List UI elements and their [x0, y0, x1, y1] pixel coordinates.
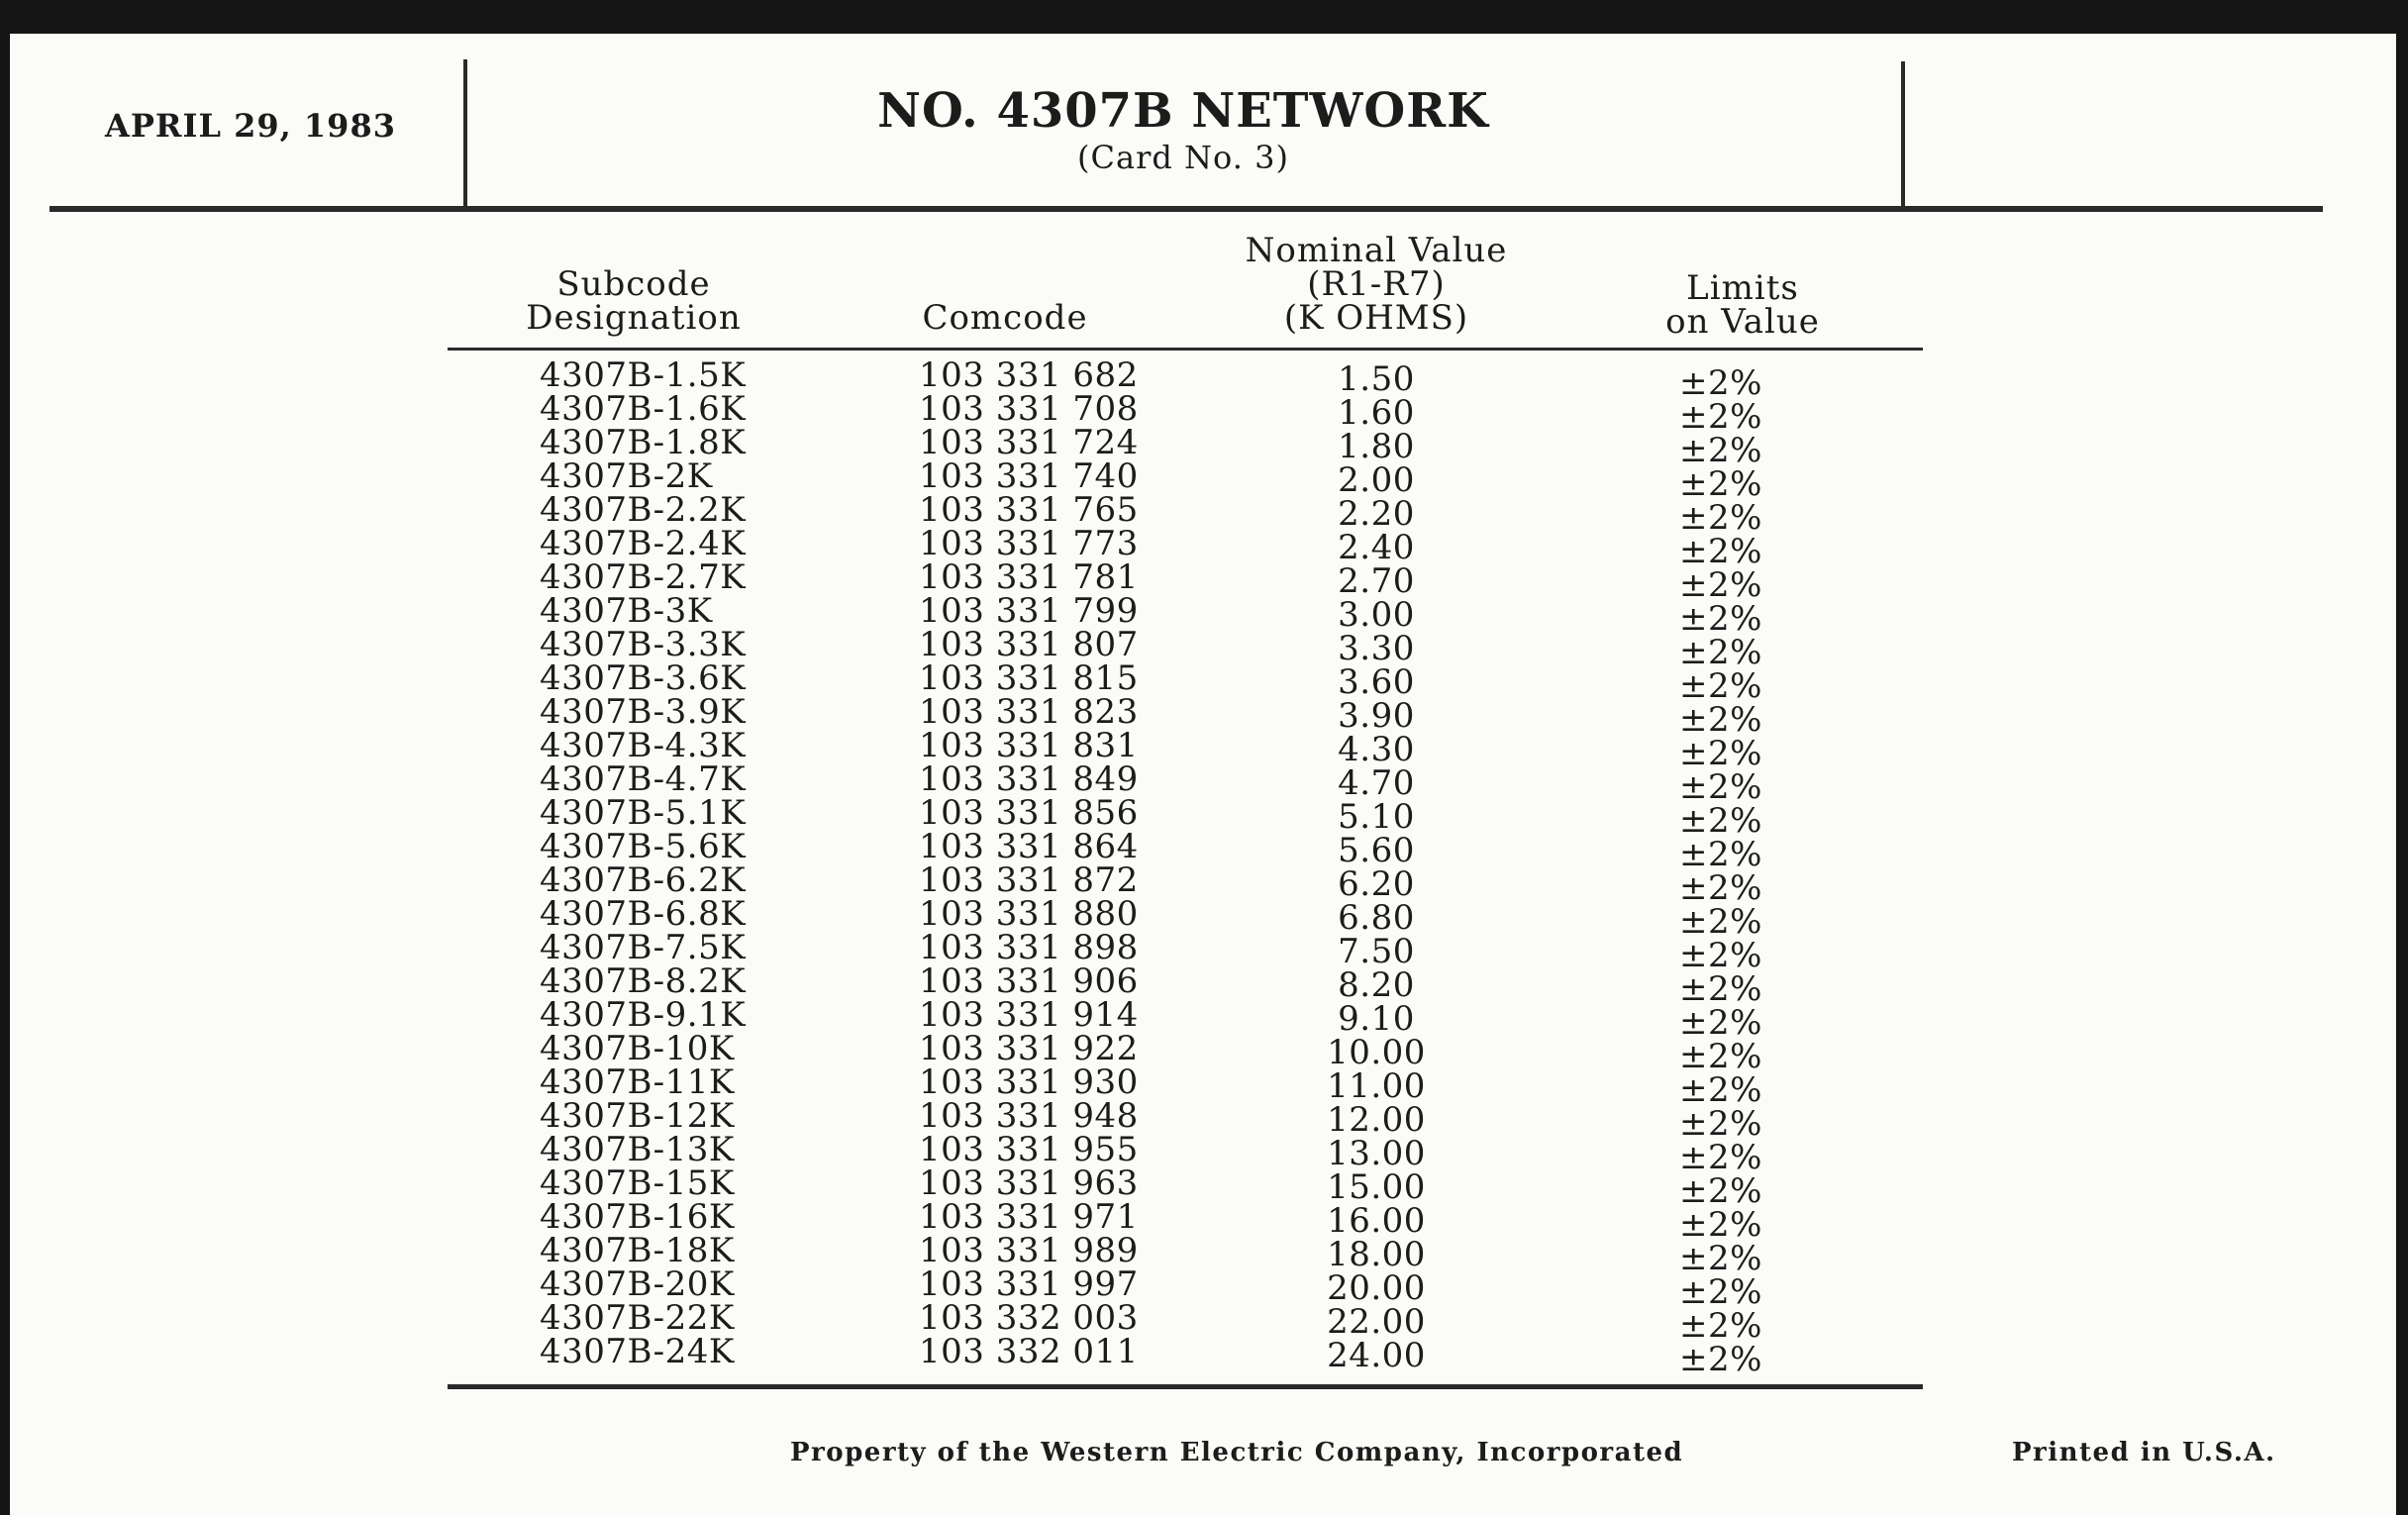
- comcode-cell: 103 331 922: [919, 1029, 1139, 1068]
- subcode-cell: 4307B-22K: [540, 1298, 735, 1338]
- comcode-cell: 103 331 849: [919, 759, 1139, 799]
- comcode-cell: 103 331 831: [919, 726, 1139, 765]
- table-body: [448, 355, 1923, 1379]
- column-header-comcode: [891, 298, 1119, 338]
- limits-cell: ±2%: [1679, 464, 1762, 504]
- subcode-cell: 4307B-11K: [540, 1062, 735, 1102]
- comcode-cell: 103 331 724: [919, 423, 1139, 462]
- comcode-cell: 103 331 781: [919, 557, 1139, 597]
- header-rule: [50, 206, 2323, 212]
- limits-cell: ±2%: [1679, 902, 1762, 942]
- nominal-value-cell: 6.20: [1338, 864, 1415, 904]
- comcode-cell: 103 331 930: [919, 1062, 1139, 1102]
- table-row: [448, 1332, 1923, 1379]
- nominal-value-cell: 20.00: [1327, 1268, 1426, 1308]
- nominal-value-cell: 2.40: [1338, 528, 1415, 567]
- table-row: [448, 524, 1923, 571]
- subcode-cell: 4307B-8.2K: [540, 961, 747, 1001]
- table-row: [448, 860, 1923, 908]
- header-divider-right: [1901, 61, 1905, 212]
- nominal-value-cell: 1.80: [1338, 427, 1415, 466]
- limits-cell: ±2%: [1679, 1239, 1762, 1278]
- subcode-cell: 4307B-2.7K: [540, 557, 747, 597]
- table-row: [448, 759, 1923, 807]
- nominal-value-cell: 1.60: [1338, 393, 1415, 433]
- comcode-cell: 103 331 971: [919, 1197, 1139, 1237]
- subcode-cell: 4307B-24K: [540, 1332, 735, 1371]
- nominal-value-cell: 3.00: [1338, 595, 1415, 635]
- limits-cell: ±2%: [1679, 1306, 1762, 1346]
- table-row: [448, 625, 1923, 672]
- column-header-line: Nominal Value: [1245, 231, 1508, 270]
- nominal-value-cell: 10.00: [1327, 1033, 1426, 1072]
- comcode-cell: 103 331 864: [919, 827, 1139, 866]
- table-row: [448, 355, 1923, 403]
- table-row: [448, 726, 1923, 773]
- table-row: [448, 658, 1923, 706]
- table-bottom-rule: [448, 1384, 1923, 1389]
- subcode-cell: 4307B-1.6K: [540, 389, 747, 429]
- table-row: [448, 456, 1923, 504]
- comcode-cell: 103 332 003: [919, 1298, 1139, 1338]
- subcode-cell: 4307B-3.9K: [540, 692, 747, 732]
- limits-cell: ±2%: [1679, 700, 1762, 740]
- column-header-line: Comcode: [922, 298, 1088, 338]
- nominal-value-cell: 15.00: [1327, 1167, 1426, 1207]
- comcode-cell: 103 331 989: [919, 1231, 1139, 1270]
- nominal-value-cell: 3.90: [1338, 696, 1415, 736]
- comcode-cell: 103 332 011: [919, 1332, 1139, 1371]
- subcode-cell: 4307B-18K: [540, 1231, 735, 1270]
- table-row: [448, 1062, 1923, 1110]
- nominal-value-cell: 3.60: [1338, 662, 1415, 702]
- comcode-cell: 103 331 955: [919, 1130, 1139, 1169]
- nominal-value-cell: 8.20: [1338, 965, 1415, 1005]
- comcode-cell: 103 331 914: [919, 995, 1139, 1035]
- nominal-value-cell: 2.70: [1338, 561, 1415, 601]
- table-row: [448, 1231, 1923, 1278]
- nominal-value-cell: 12.00: [1327, 1100, 1426, 1140]
- limits-cell: ±2%: [1679, 397, 1762, 437]
- table-row: [448, 894, 1923, 942]
- nominal-value-cell: 7.50: [1338, 932, 1415, 971]
- nominal-value-cell: 24.00: [1327, 1336, 1426, 1375]
- subcode-cell: 4307B-1.5K: [540, 355, 747, 395]
- nominal-value-cell: 13.00: [1327, 1134, 1426, 1173]
- subcode-cell: 4307B-16K: [540, 1197, 735, 1237]
- limits-cell: ±2%: [1679, 868, 1762, 908]
- limits-cell: ±2%: [1679, 734, 1762, 773]
- comcode-cell: 103 331 765: [919, 490, 1139, 530]
- subcode-cell: 4307B-20K: [540, 1264, 735, 1304]
- limits-cell: ±2%: [1679, 936, 1762, 975]
- nominal-value-cell: 1.50: [1338, 359, 1415, 399]
- comcode-cell: 103 331 799: [919, 591, 1139, 631]
- column-header-line: (K OHMS): [1283, 298, 1469, 338]
- limits-cell: ±2%: [1679, 1340, 1762, 1379]
- subcode-cell: 4307B-13K: [540, 1130, 735, 1169]
- comcode-cell: 103 331 963: [919, 1163, 1139, 1203]
- comcode-cell: 103 331 856: [919, 793, 1139, 833]
- table-row: [448, 1096, 1923, 1144]
- table-row: [448, 928, 1923, 975]
- column-header-line: on Value: [1665, 302, 1820, 342]
- limits-cell: ±2%: [1679, 1070, 1762, 1110]
- comcode-cell: 103 331 807: [919, 625, 1139, 664]
- comcode-cell: 103 331 906: [919, 961, 1139, 1001]
- subcode-cell: 4307B-1.8K: [540, 423, 747, 462]
- table-header-rule: [448, 348, 1923, 351]
- table-row: [448, 389, 1923, 437]
- footer-printed: Printed in U.S.A.: [2012, 1438, 2276, 1467]
- limits-cell: ±2%: [1679, 666, 1762, 706]
- column-header-limits: [1614, 268, 1871, 342]
- subcode-cell: 4307B-3.6K: [540, 658, 747, 698]
- limits-cell: ±2%: [1679, 1104, 1762, 1144]
- nominal-value-cell: 4.70: [1338, 763, 1415, 803]
- nominal-value-cell: 22.00: [1327, 1302, 1426, 1342]
- limits-cell: ±2%: [1679, 498, 1762, 538]
- limits-cell: ±2%: [1679, 1003, 1762, 1043]
- limits-cell: ±2%: [1679, 835, 1762, 874]
- table-row: [448, 827, 1923, 874]
- column-header-subcode: [495, 264, 772, 338]
- subcode-cell: 4307B-7.5K: [540, 928, 747, 967]
- limits-cell: ±2%: [1679, 565, 1762, 605]
- column-header-line: (R1-R7): [1307, 264, 1446, 304]
- limits-cell: ±2%: [1679, 1205, 1762, 1245]
- limits-cell: ±2%: [1679, 633, 1762, 672]
- document-date: APRIL 29, 1983: [105, 107, 396, 145]
- comcode-cell: 103 331 773: [919, 524, 1139, 563]
- table-row: [448, 423, 1923, 470]
- table-row: [448, 1264, 1923, 1312]
- comcode-cell: 103 331 898: [919, 928, 1139, 967]
- limits-cell: ±2%: [1679, 1171, 1762, 1211]
- table-row: [448, 692, 1923, 740]
- limits-cell: ±2%: [1679, 1272, 1762, 1312]
- column-header-line: Designation: [526, 298, 742, 338]
- limits-cell: ±2%: [1679, 801, 1762, 841]
- limits-cell: ±2%: [1679, 363, 1762, 403]
- limits-cell: ±2%: [1679, 969, 1762, 1009]
- subcode-cell: 4307B-2K: [540, 456, 713, 496]
- nominal-value-cell: 16.00: [1327, 1201, 1426, 1241]
- comcode-cell: 103 331 880: [919, 894, 1139, 934]
- document-subtitle: (Card No. 3): [1077, 139, 1289, 176]
- table-row: [448, 961, 1923, 1009]
- table-row: [448, 1197, 1923, 1245]
- limits-cell: ±2%: [1679, 1138, 1762, 1177]
- table-row: [448, 793, 1923, 841]
- subcode-cell: 4307B-5.1K: [540, 793, 747, 833]
- table-row: [448, 1163, 1923, 1211]
- table-row: [448, 591, 1923, 639]
- limits-cell: ±2%: [1679, 1037, 1762, 1076]
- subcode-cell: 4307B-15K: [540, 1163, 735, 1203]
- table-row: [448, 1130, 1923, 1177]
- subcode-cell: 4307B-3.3K: [540, 625, 747, 664]
- table-row: [448, 557, 1923, 605]
- column-header-line: Subcode: [556, 264, 711, 304]
- nominal-value-cell: 18.00: [1327, 1235, 1426, 1274]
- nominal-value-cell: 5.60: [1338, 831, 1415, 870]
- limits-cell: ±2%: [1679, 599, 1762, 639]
- nominal-value-cell: 9.10: [1338, 999, 1415, 1039]
- nominal-value-cell: 3.30: [1338, 629, 1415, 668]
- subcode-cell: 4307B-9.1K: [540, 995, 747, 1035]
- table-row: [448, 1298, 1923, 1346]
- nominal-value-cell: 11.00: [1327, 1066, 1426, 1106]
- subcode-cell: 4307B-6.2K: [540, 860, 747, 900]
- footer-property: Property of the Western Electric Company, Incorporated: [790, 1438, 1684, 1467]
- subcode-cell: 4307B-4.7K: [540, 759, 747, 799]
- comcode-cell: 103 331 997: [919, 1264, 1139, 1304]
- document-title: NO. 4307B NETWORK: [877, 83, 1489, 139]
- subcode-cell: 4307B-5.6K: [540, 827, 747, 866]
- comcode-cell: 103 331 682: [919, 355, 1139, 395]
- comcode-cell: 103 331 823: [919, 692, 1139, 732]
- subcode-cell: 4307B-3K: [540, 591, 713, 631]
- nominal-value-cell: 6.80: [1338, 898, 1415, 938]
- limits-cell: ±2%: [1679, 767, 1762, 807]
- table-row: [448, 1029, 1923, 1076]
- limits-cell: ±2%: [1679, 431, 1762, 470]
- limits-cell: ±2%: [1679, 532, 1762, 571]
- column-header-nominal-value: [1218, 231, 1535, 338]
- subcode-cell: 4307B-12K: [540, 1096, 735, 1136]
- nominal-value-cell: 5.10: [1338, 797, 1415, 837]
- comcode-cell: 103 331 815: [919, 658, 1139, 698]
- comcode-cell: 103 331 708: [919, 389, 1139, 429]
- subcode-cell: 4307B-4.3K: [540, 726, 747, 765]
- comcode-cell: 103 331 948: [919, 1096, 1139, 1136]
- nominal-value-cell: 4.30: [1338, 730, 1415, 769]
- nominal-value-cell: 2.00: [1338, 460, 1415, 500]
- comcode-cell: 103 331 872: [919, 860, 1139, 900]
- subcode-cell: 4307B-2.4K: [540, 524, 747, 563]
- subcode-cell: 4307B-10K: [540, 1029, 735, 1068]
- table-row: [448, 995, 1923, 1043]
- subcode-cell: 4307B-2.2K: [540, 490, 747, 530]
- comcode-cell: 103 331 740: [919, 456, 1139, 496]
- column-header-line: Limits: [1686, 268, 1799, 308]
- nominal-value-cell: 2.20: [1338, 494, 1415, 534]
- subcode-cell: 4307B-6.8K: [540, 894, 747, 934]
- table-row: [448, 490, 1923, 538]
